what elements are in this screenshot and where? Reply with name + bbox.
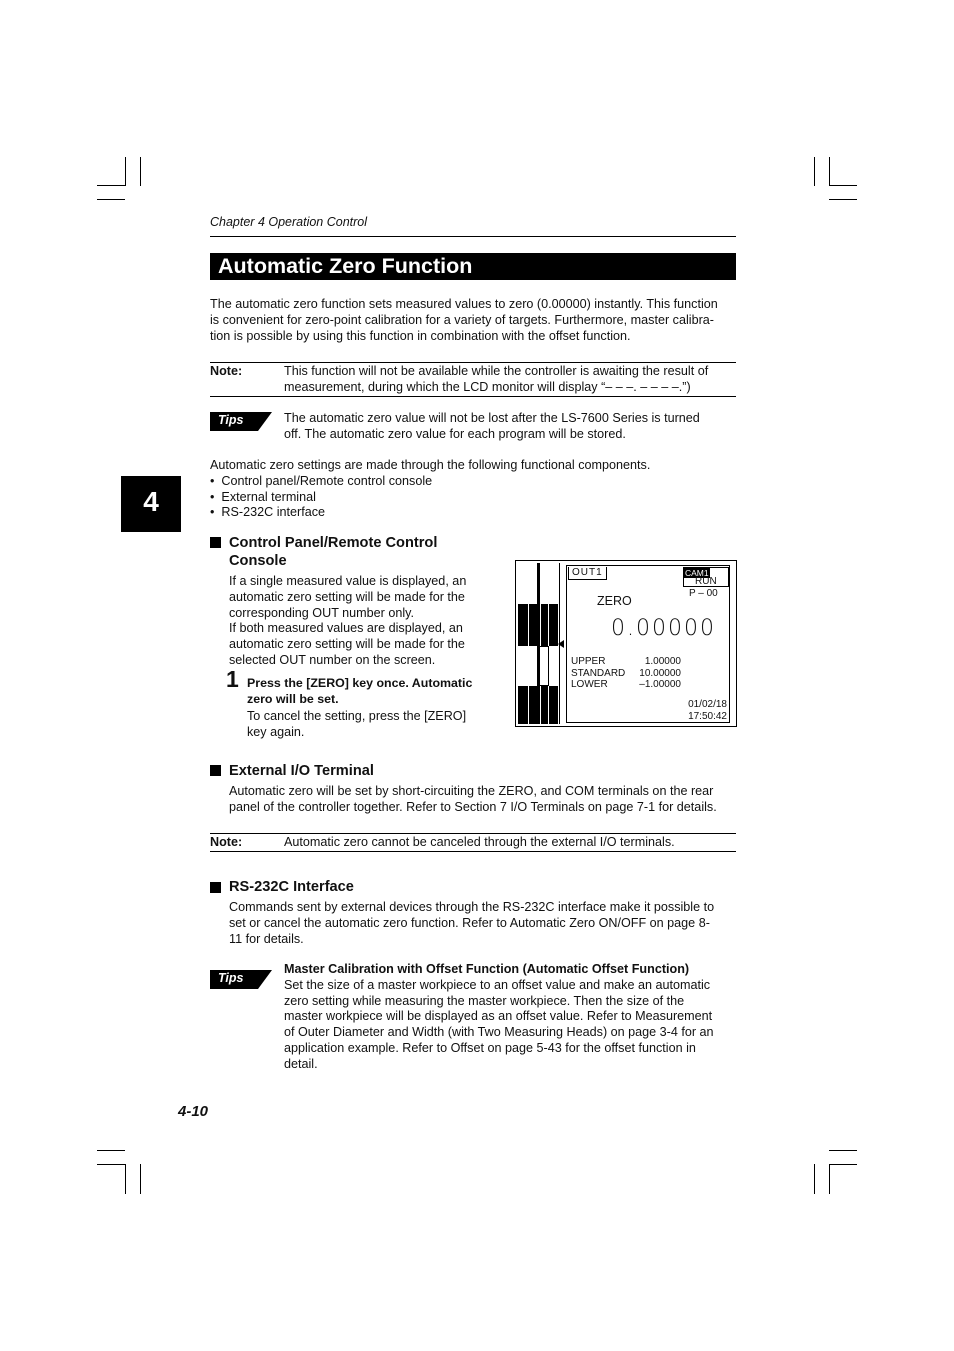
page-title: Automatic Zero Function xyxy=(218,254,473,278)
lcd-display-figure xyxy=(515,560,737,727)
bar-graph xyxy=(518,563,560,724)
section-control-panel-text: If a single measured value is displayed, an automatic zero setting will be made for the corresponding OUT number only. If both measured values are displayed, an automatic zero setting will be made for the selected OUT number on the screen. xyxy=(229,574,467,667)
mode-label: ZERO xyxy=(597,594,632,608)
note-bottom-rule xyxy=(210,851,736,852)
cam-label: CAM1 xyxy=(685,568,709,578)
section-heading-external-io: External I/O Terminal xyxy=(229,763,374,779)
tips-badge: Tips xyxy=(210,970,272,989)
note-text: Automatic zero cannot be canceled through the external I/O terminals. xyxy=(284,835,675,849)
step-number: 1 xyxy=(226,666,239,692)
note-label: Note: xyxy=(210,364,243,378)
chapter-tab: 4 xyxy=(121,476,181,532)
status-box xyxy=(683,567,729,587)
note-top-rule xyxy=(210,362,736,363)
step-instruction: Press the [ZERO] key once. Automatic zero will be set. xyxy=(247,676,473,706)
timestamp: 01/02/18 17:50:42 xyxy=(688,699,727,722)
bar-segment xyxy=(541,604,558,646)
lcd-screen xyxy=(566,565,730,723)
limit-values: 1.00000 10.00000 –1.00000 xyxy=(639,656,681,691)
program-label: P – 00 xyxy=(689,588,718,599)
note-bottom-rule xyxy=(210,396,736,397)
list-item: • Control panel/Remote control console xyxy=(210,473,433,488)
note-top-rule xyxy=(210,833,736,834)
pointer-arrow-icon xyxy=(558,640,564,648)
note-label: Note: xyxy=(210,835,243,849)
chapter-header: Chapter 4 Operation Control xyxy=(210,215,368,229)
section-heading-rs232c: RS-232C Interface xyxy=(229,879,354,895)
list-item: • RS-232C interface xyxy=(210,505,326,520)
title-bar xyxy=(210,253,736,280)
components-list: Automatic zero settings are made through the following functional components. • Control panel/Remote control console • External terminal • RS-232C interface xyxy=(210,458,740,521)
section-external-io-text: Automatic zero will be set by short-circuiting the ZERO, and COM terminals on the rear panel of the controller together. Refer to Section 7 I/O Terminals on page 7-1 for details. xyxy=(229,784,717,814)
section-bullet-square xyxy=(210,882,221,893)
measured-value: 0.00000 xyxy=(611,616,716,641)
tips-text: Master Calibration with Offset Function (Automatic Offset Function) Set the size of a master workpiece to an offset value and make an automatic zero setting while measuring the master workpiece. Then the size of the master workpiece will be displayed as an offset value. Refer to Measurement of Outer Diameter and Width (with Two Measuring Heads) on page 3-4 for an application example. Refer to Offset on page 5-43 for the offset function in detail. xyxy=(284,962,714,1071)
step-cancel-text: To cancel the setting, press the [ZERO] key again. xyxy=(247,709,467,739)
header-rule xyxy=(210,236,736,237)
bar-segment xyxy=(541,686,558,724)
section-heading-control-panel: Control Panel/Remote Control Console xyxy=(229,535,438,569)
section-bullet-square xyxy=(210,537,222,549)
list-item: • External terminal xyxy=(210,489,316,504)
section-rs232c-text: Commands sent by external devices through the RS-232C interface make it possible to set or cancel the automatic zero function. Refer to Automatic Zero ON/OFF on page 8- 11 for details. xyxy=(229,900,715,946)
tips-text: The automatic zero value will not be lost after the LS-7600 Series is turned off. The automatic zero value for each program will be stored. xyxy=(284,411,700,441)
limit-labels: UPPER STANDARD LOWER xyxy=(571,656,626,691)
section-bullet-square xyxy=(210,765,221,776)
run-label: RUN xyxy=(695,576,717,587)
note-text: This function will not be available while the controller is awaiting the result of measurement, during which the LCD monitor will display “– – –. – – – –.”) xyxy=(284,364,709,394)
out-label: OUT1 xyxy=(568,567,607,580)
page-number: 4-10 xyxy=(178,1103,209,1120)
intro-paragraph: The automatic zero function sets measured values to zero (0.00000) instantly. This function is convenient for zero-point calibration for a variety of targets. Furthermore, master calibra- tion is possible by using this function in combination with the offset function. xyxy=(210,297,718,343)
tips-badge: Tips xyxy=(210,412,272,431)
